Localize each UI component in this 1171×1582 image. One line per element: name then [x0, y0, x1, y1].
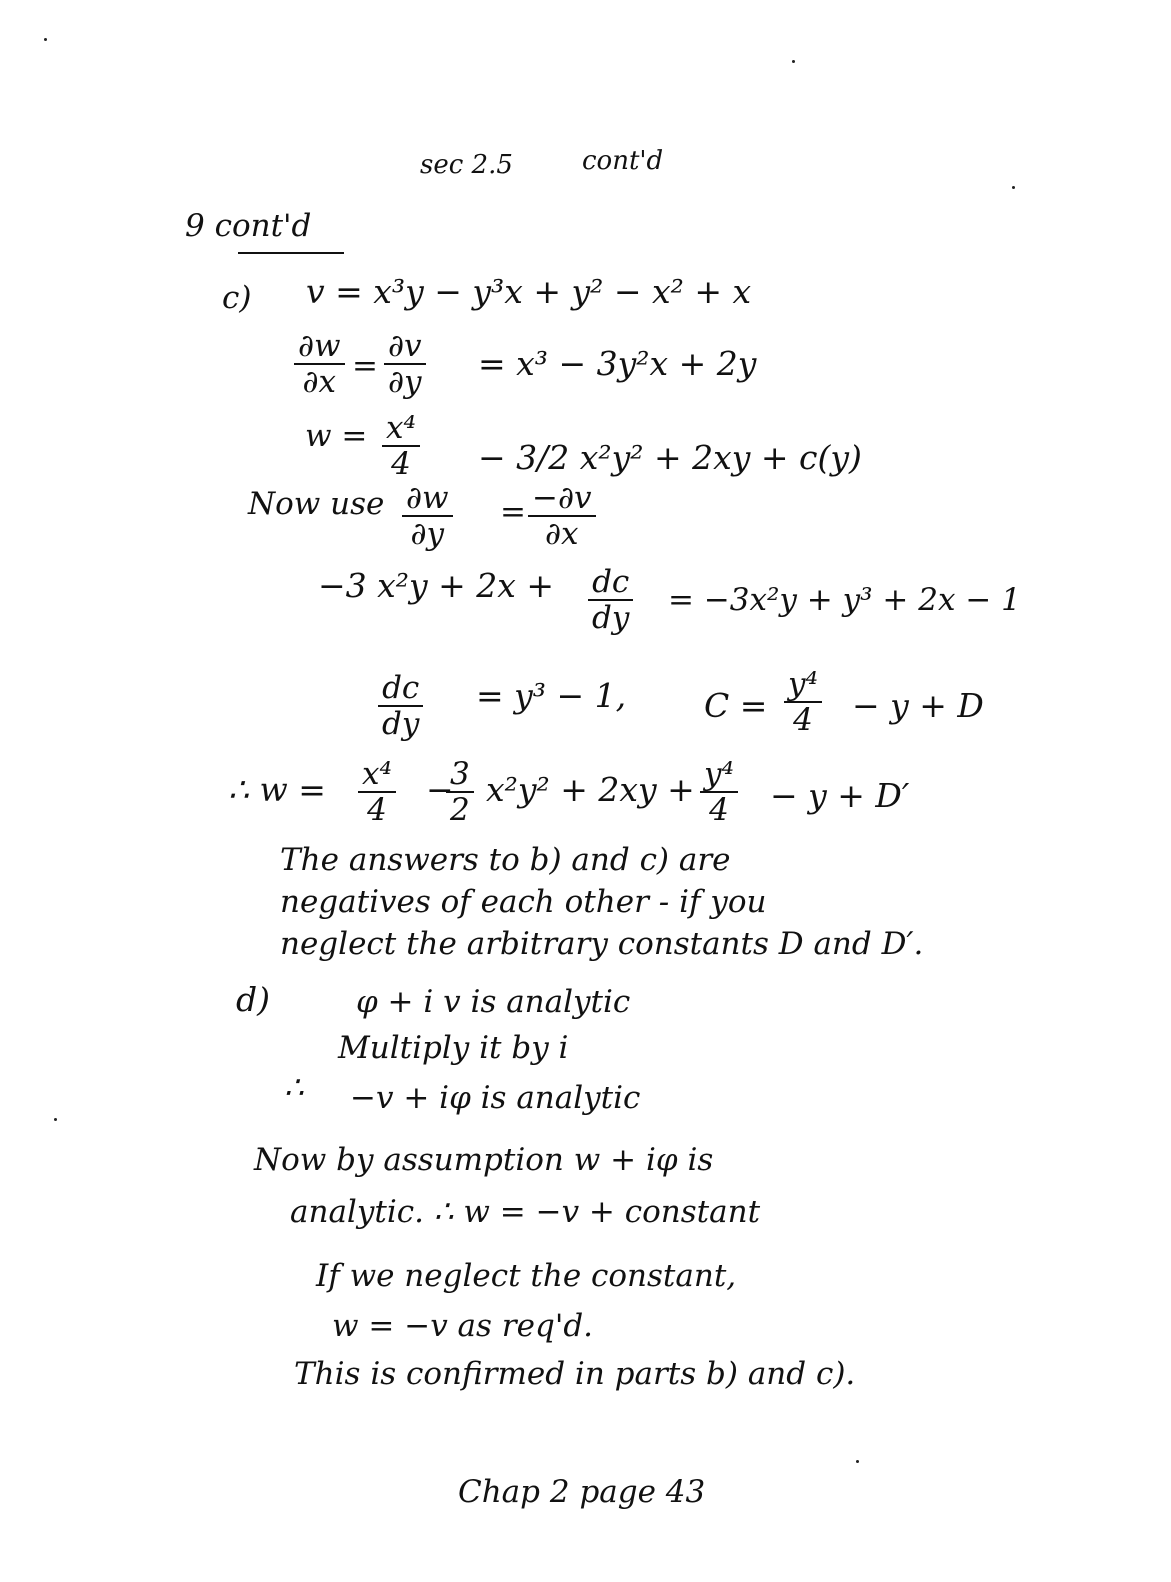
part-d-line-5: analytic. ∴ w = −v + constant [290, 1194, 761, 1230]
now-use-label: Now use [248, 486, 385, 522]
equation-v: v = x³y − y³x + y² − x² + x [306, 272, 752, 311]
fraction-dw-dx [294, 330, 345, 400]
fraction-numerator: −∂v [528, 482, 596, 517]
fraction-denominator: 4 [391, 445, 411, 482]
equation-dc-dy-value: = y³ − 1, [476, 676, 627, 715]
scan-speck [792, 60, 795, 63]
scan-speck [856, 1460, 859, 1463]
equation-dw-dy-lhs: −3 x²y + 2x + [318, 566, 554, 605]
part-d-line-3: −v + iφ is analytic [350, 1080, 641, 1116]
fraction-denominator: 4 [709, 791, 729, 828]
fraction-numerator: y⁴ [700, 758, 738, 793]
page-footer: Chap 2 page 43 [458, 1474, 706, 1510]
equation-dw-dx-rhs: = x³ − 3y²x + 2y [478, 344, 757, 383]
fraction-numerator: 3 [446, 758, 474, 793]
fraction-denominator: 2 [450, 791, 470, 828]
part-d-line-2: Multiply it by i [338, 1030, 569, 1066]
fraction-denominator: dy [592, 599, 630, 636]
equals-sign: = [352, 348, 378, 384]
fraction-dc-dy [588, 566, 633, 636]
fraction-dc-dy-2 [378, 672, 423, 742]
part-d-line-1: φ + i v is analytic [356, 984, 631, 1020]
fraction-x4-4 [382, 412, 420, 482]
fraction-neg-dv-dx [528, 482, 596, 552]
minus-sign: − [426, 770, 454, 809]
scan-speck [44, 38, 47, 41]
scan-speck [54, 1118, 57, 1121]
part-c-label: c) [222, 280, 252, 316]
fraction-numerator: ∂w [402, 482, 453, 517]
therefore-symbol: ∴ [284, 1070, 304, 1106]
fraction-y4-4 [784, 668, 822, 738]
note-line-2: negatives of each other - if you [280, 884, 767, 920]
part-d-line-8: This is confirmed in parts b) and c). [294, 1356, 856, 1392]
fraction-numerator: ∂w [294, 330, 345, 365]
c-lhs: C = [704, 686, 768, 725]
c-rhs: − y + D [852, 686, 984, 725]
equation-w-final-rhs: − y + D′ [770, 776, 910, 815]
equation-w-rhs: − 3/2 x²y² + 2xy + c(y) [478, 438, 862, 477]
section-heading: sec 2.5 [420, 150, 513, 180]
section-contd: cont'd [582, 146, 664, 176]
fraction-denominator: ∂y [410, 515, 445, 552]
fraction-numerator: x⁴ [358, 758, 396, 793]
equals-sign: = [500, 494, 526, 530]
fraction-numerator: dc [378, 672, 423, 707]
fraction-denominator: ∂x [302, 363, 337, 400]
problem-label-underline [238, 252, 344, 254]
fraction-denominator: dy [382, 705, 420, 742]
w-prefix: w = [305, 418, 368, 454]
part-d-line-4: Now by assumption w + iφ is [254, 1142, 714, 1178]
fraction-y4-4-final [700, 758, 738, 828]
equation-dw-dy-rhs: = −3x²y + y³ + 2x − 1 [668, 582, 1021, 618]
part-d-label: d) [236, 980, 270, 1019]
note-line-3: neglect the arbitrary constants D and D′. [280, 926, 924, 962]
fraction-denominator: 4 [367, 791, 387, 828]
fraction-x4-4-final [358, 758, 396, 828]
therefore-w: ∴ w = [228, 770, 326, 809]
part-d-line-7: w = −v as req'd. [332, 1308, 594, 1344]
scan-speck [1012, 186, 1015, 189]
equation-w-final-mid: x²y² + 2xy + [486, 770, 695, 809]
fraction-denominator: ∂x [545, 515, 579, 552]
fraction-numerator: x⁴ [382, 412, 420, 447]
fraction-dw-dy [402, 482, 453, 552]
fraction-numerator: ∂v [384, 330, 426, 365]
fraction-denominator: ∂y [388, 363, 422, 400]
note-line-1: The answers to b) and c) are [280, 842, 731, 878]
fraction-numerator: dc [588, 566, 633, 601]
part-d-line-6: If we neglect the constant, [316, 1258, 737, 1294]
fraction-denominator: 4 [793, 701, 813, 738]
fraction-dv-dy [384, 330, 426, 400]
problem-label: 9 cont'd [185, 208, 312, 244]
fraction-3-2 [446, 758, 474, 828]
fraction-numerator: y⁴ [784, 668, 822, 703]
